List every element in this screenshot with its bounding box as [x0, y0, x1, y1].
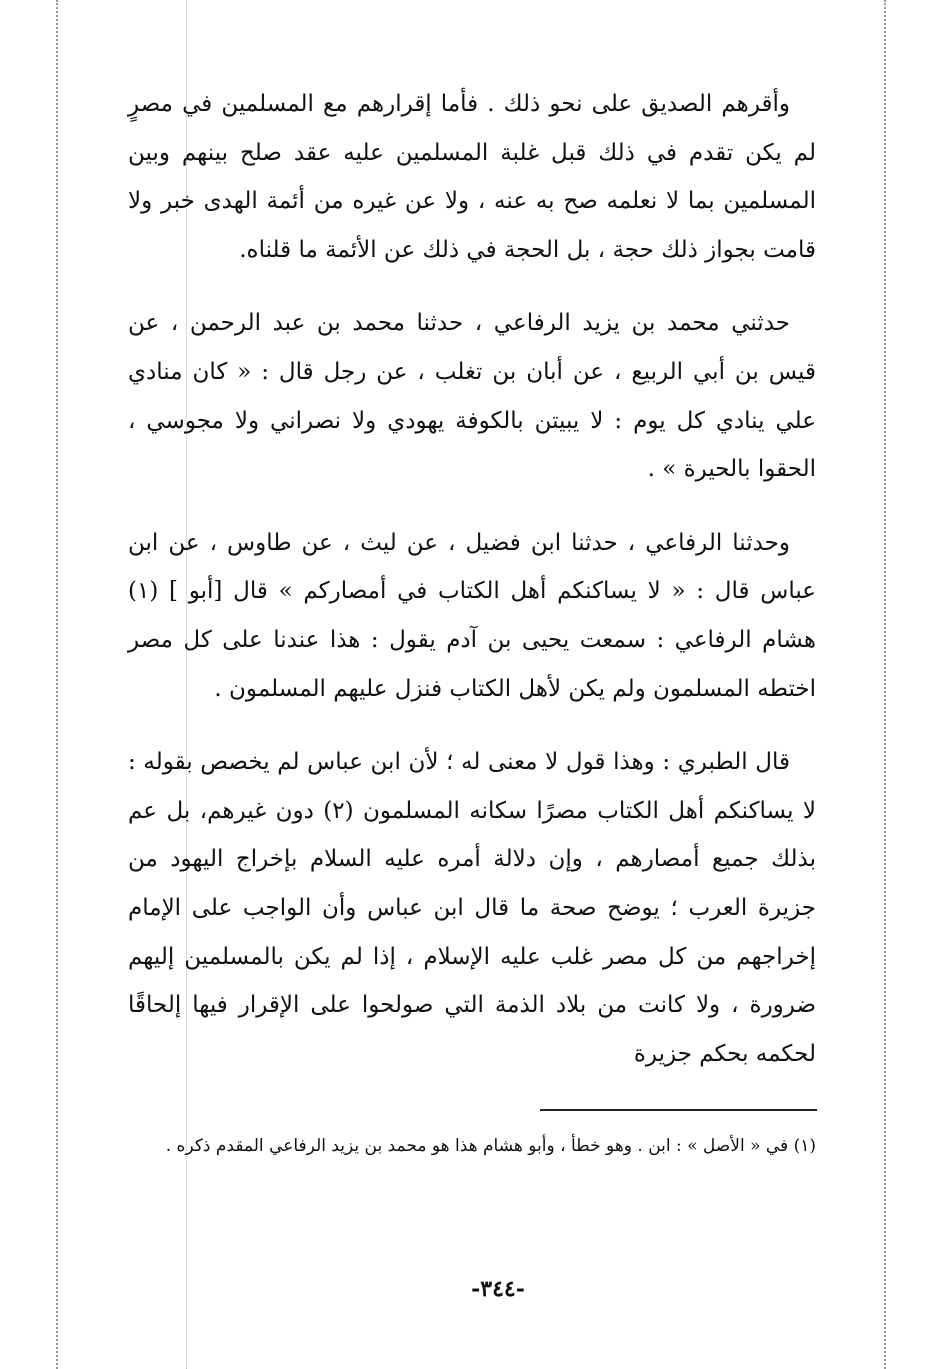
- paragraph: حدثني محمد بن يزيد الرفاعي ، حدثنا محمد بن عبد الرحمن ، عن قيس بن أبي الربيع ، عن أبان بن تغلب ، عن رجل قال : « كان منادي علي ينادي كل يوم : لا يبيتن بالكوفة يهودي ولا نصراني ولا مجوسي ، الحقوا بالحيرة » .: [128, 310, 816, 483]
- scan-fold-line-left: [56, 0, 58, 1369]
- footnote-separator: [540, 1109, 817, 1111]
- paragraph: قال الطبري : وهذا قول لا معنى له ؛ لأن ابن عباس لم يخصص بقوله : لا يساكنكم أهل الكتاب مصرًا سكانه المسلمون (٢) دون غيرهم، بل عم بذلك جميع أمصارهم ، وإن دلالة أمره عليه السلام بإخراج اليهود من جزيرة العرب ؛ يوضح صحة ما قال ابن عباس وأن الواجب على الإمام إخراجهم من كل مصر غلب عليه الإسلام ، إذا لم يكن بالمسلمين إليهم ضرورة ، ولا كانت من بلاد الذمة التي صولحوا على الإقرار فيها إلحاقًا لحكمه بحكم جزيرة: [128, 749, 817, 1067]
- footnotes: [128, 1131, 816, 1161]
- page-number: -٣٤٤-: [471, 1276, 525, 1302]
- paragraph: وحدثنا الرفاعي ، حدثنا ابن فضيل ، عن ليث ، عن طاوس ، عن ابن عباس قال : « لا يساكنكم أهل الكتاب في أمصاركم » قال [أبو ] (١) هشام الرفاعي : سمعت يحيى بن آدم يقول : هذا عندنا على كل مصر اختطه المسلمون ولم يكن لأهل الكتاب فنزل عليهم المسلمون .: [128, 529, 816, 702]
- page-body: [128, 80, 816, 1078]
- scan-fold-line-right: [884, 0, 886, 1369]
- paragraph: وأقرهم الصديق على نحو ذلك . فأما إقرارهم مع المسلمين في مصرٍ لم يكن تقدم في ذلك قبل غلبة المسلمين عليه عقد صلح بينهم وبين المسلمين بما لا نعلمه صح به عنه ، ولا عن غيره من أئمة الهدى خبر ولا قامت بجواز ذلك حجة ، بل الحجة في ذلك عن الأئمة ما قلناه.: [128, 91, 816, 263]
- footnote: (١) في « الأصل » : ابن . وهو خطأ ، وأبو هشام هذا هو محمد بن يزيد الرفاعي المقدم ذكره .: [165, 1136, 816, 1156]
